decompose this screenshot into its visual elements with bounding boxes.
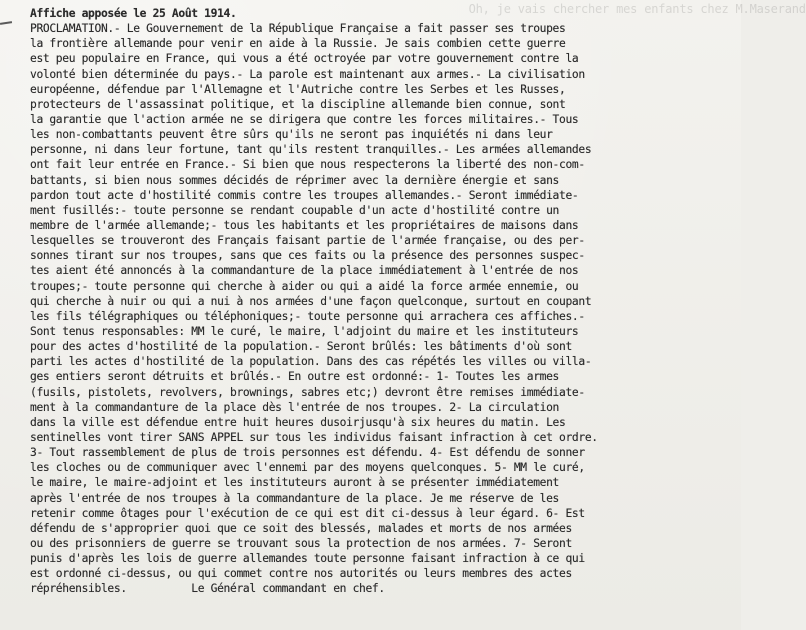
document-line: punis d'après les lois de guerre allemandes toute personne faisant infraction à ce qui: [30, 552, 585, 566]
document-line: battants, si bien nous sommes décidés de réprimer avec la dernière énergie et sans: [30, 173, 560, 187]
show-through-text: Oh, je vais chercher mes enfants chez M.Maserand: [300, 2, 806, 16]
document-line: la garantie que l'action armée ne se dirigera que contre les forces militaires.- Tous: [30, 112, 579, 126]
document-line: volonté bien déterminée du pays.- La parole est maintenant aux armes.- La civilisation: [30, 67, 585, 81]
document-line: ment à la commandanture de la place dès l'entrée de nos troupes. 2- La circulation: [30, 400, 560, 414]
document-line: troupes;- toute personne qui cherche à aider ou qui a aidé la force armée ennemie, ou: [30, 279, 579, 293]
document-body: [30, 21, 738, 596]
document-line: membre de l'armée allemande;- tous les habitants et les propriétaires de maisons dans: [30, 218, 579, 232]
document-line: les non-combattants peuvent être sûrs qu'ils ne seront pas inquiétés ni dans leur: [30, 128, 553, 142]
document-line: sentinelles vont tirer SANS APPEL sur tous les individus faisant infraction à cet ordre.: [30, 430, 598, 444]
document-line: ou des prisonniers de guerre se trouvant sous la protection de nos armées. 7- Seront: [30, 536, 572, 550]
document-line: dans la ville est défendue entre huit heures dusoirjusqu'à six heures du matin. Les: [30, 415, 566, 429]
document-line: retenir comme ôtages pour l'exécution de ce qui est dit ci-dessus à leur égard. 6- Est: [30, 506, 585, 520]
document-line: la frontière allemande pour venir en aide à la Russie. Je sais combien cette guerre: [30, 37, 566, 51]
document-line: protecteurs de l'assassinat politique, et la discipline allemande bien connue, sont: [30, 97, 566, 111]
document-line: défendu de s'approprier quoi que ce soit des blessés, malades et morts de nos armées: [30, 521, 572, 535]
document-line: est peu populaire en France, qui vous a été octroyée par votre gouvernement contre la: [30, 52, 579, 66]
document-line: sonnes tirant sur nos troupes, sans que ces faits ou la présence des personnes suspec-: [30, 249, 585, 263]
document-line: pardon tout acte d'hostilité commis contre les troupes allemandes.- Seront immédiate-: [30, 188, 579, 202]
document-line: après l'entrée de nos troupes à la commandanture de la place. Je me réserve de les: [30, 491, 560, 505]
document-line: tes aient été annoncés à la commandanture de la place immédiatement à l'entrée de nos: [30, 264, 579, 278]
document-line: ment fusillés:- toute personne se rendant coupable d'un acte d'hostilité contre un: [30, 203, 560, 217]
document-line: répréhensibles. Le Général commandant en chef.: [30, 582, 385, 596]
document-line: qui cherche à nuir ou qui a nui à nos armées d'une façon quelconque, surtout en coupant: [30, 294, 592, 308]
document-line: parti les actes d'hostilité de la population. Dans des cas répétés les villes ou villa-: [30, 355, 592, 369]
document-line: ges entiers seront détruits et brûlés.- En outre est ordonné:- 1- Toutes les armes: [30, 370, 560, 384]
document-line: pour des actes d'hostilité de la population.- Seront brûlés: les bâtiments d'où sont: [30, 340, 572, 354]
document-line: personne, ni dans leur fortune, tant qu'ils restent tranquilles.- Les armées allemandes: [30, 143, 592, 157]
document-heading: Affiche apposée le 25 Août 1914.: [30, 7, 237, 20]
document-line: est ordonné ci-dessus, ou qui commet contre nos autorités ou leurs membres des actes: [30, 567, 572, 581]
document-line: européenne, défendue par l'Allemagne et l'Autriche contre les Serbes et les Russes,: [30, 82, 566, 96]
document-line: 3- Tout rassemblement de plus de trois personnes est défendu. 4- Est défendu de sonner: [30, 446, 585, 460]
document-line: lesquelles se trouveront des Français faisant partie de l'armée française, ou des per-: [30, 234, 585, 248]
document-line: Sont tenus responsables: MM le curé, le maire, l'adjoint du maire et les instituteurs: [30, 324, 579, 338]
typed-document: [30, 6, 738, 596]
document-line: ont fait leur entrée en France.- Si bien que nous respecterons la liberté des non-com-: [30, 158, 585, 172]
document-line: les fils télégraphiques ou téléphoniques;- toute personne qui arrachera ces affiches.-: [30, 309, 585, 323]
document-line: (fusils, pistolets, revolvers, brownings, sabres etc;) devront être remises immédiate-: [30, 385, 585, 399]
margin-mark: [0, 21, 12, 25]
document-line: les cloches ou de communiquer avec l'ennemi par des moyens quelconques. 5- MM le curé,: [30, 461, 585, 475]
document-line: PROCLAMATION.- Le Gouvernement de la République Française a fait passer ses troupes: [30, 22, 566, 36]
document-line: le maire, le maire-adjoint et les instituteurs auront à se présenter immédiatement: [30, 476, 560, 490]
